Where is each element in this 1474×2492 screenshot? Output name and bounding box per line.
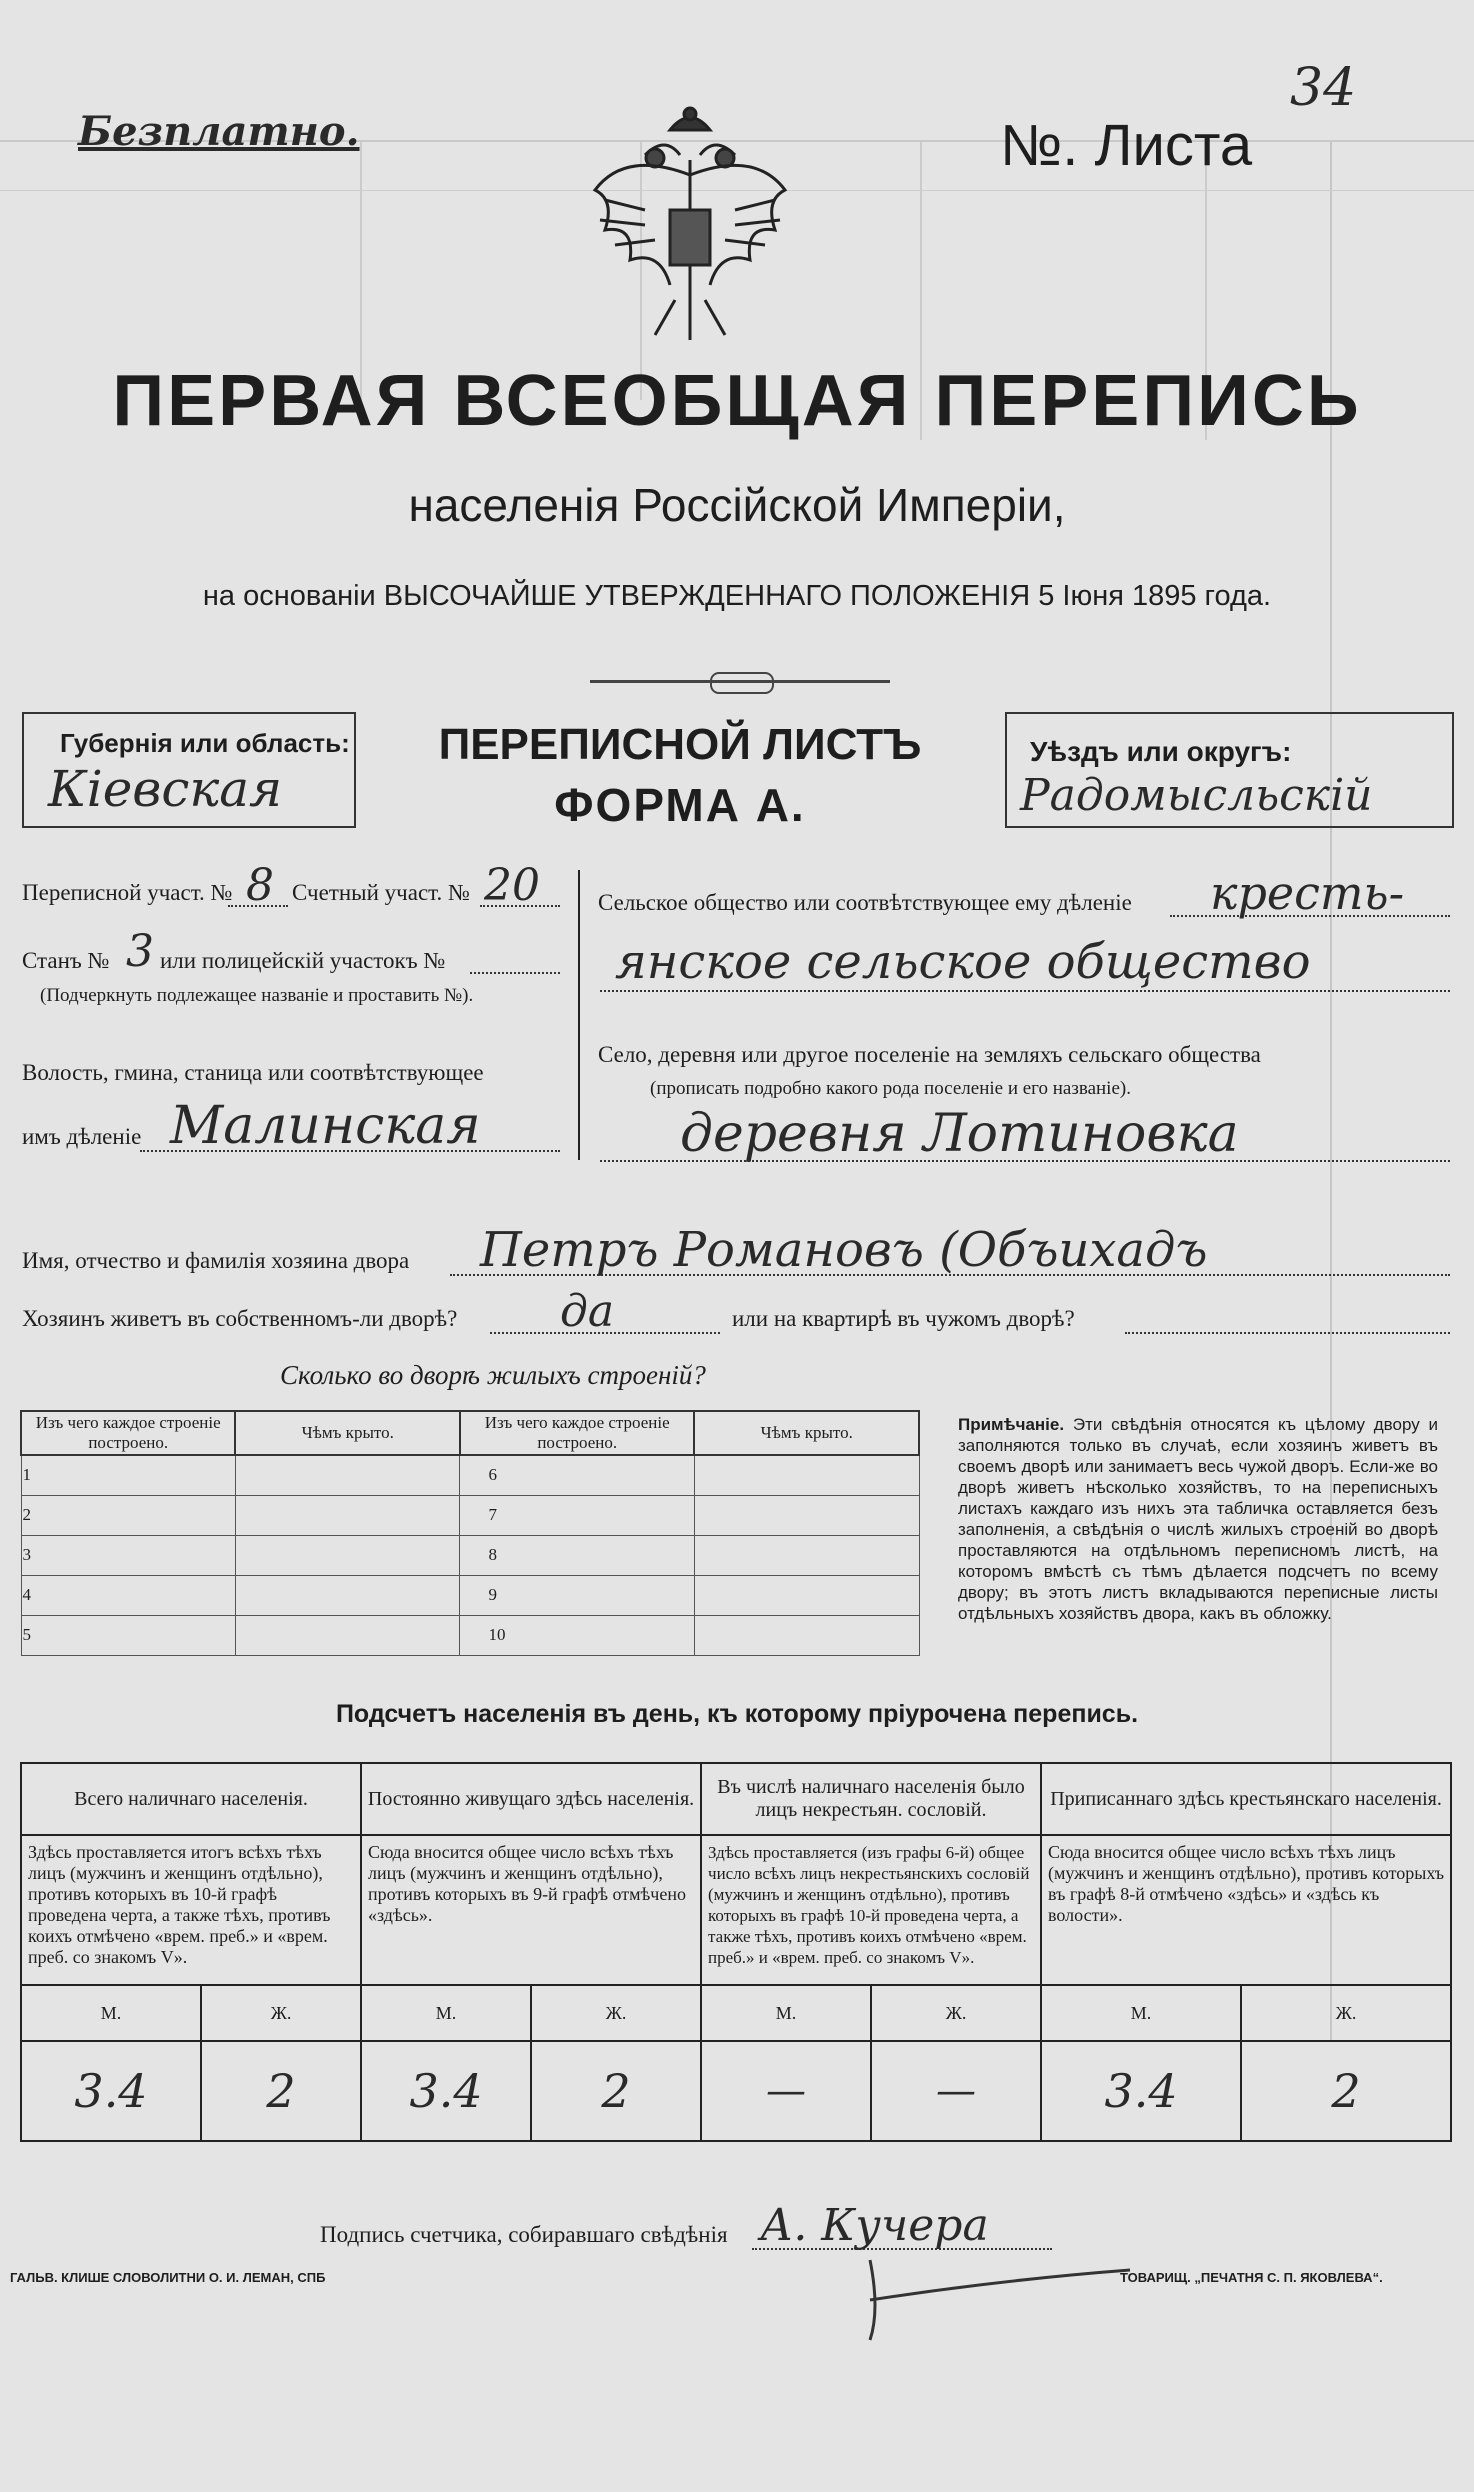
stan-label: Станъ № xyxy=(22,948,110,973)
basis-line: на основаніи ВЫСОЧАЙШЕ УТВЕРЖДЕННАГО ПОЛОЖЕНІЯ 5 Іюня 1895 года. xyxy=(202,580,1272,612)
material-header: Изъ чего каждое строеніе построено. xyxy=(460,1411,695,1455)
summary-male-value: 3.4 xyxy=(1041,2041,1241,2141)
female-header: Ж. xyxy=(1241,1985,1451,2041)
summary-female-value: — xyxy=(871,2041,1041,2141)
footer-right: ТОВАРИЩ. „ПЕЧАТНЯ С. П. ЯКОВЛЕВА“. xyxy=(1120,2270,1383,2285)
stan-value: 3 xyxy=(126,926,154,977)
signature-label: Подпись счетчика, собиравшаго свѣдѣнія xyxy=(320,2222,728,2247)
table-row: 3 xyxy=(21,1535,235,1575)
subtitle: населенія Россійской Имперіи, xyxy=(408,479,1066,531)
society-value-2: янское сельское общество xyxy=(615,934,1311,990)
table-row: 10 xyxy=(460,1615,695,1655)
female-header: Ж. xyxy=(531,1985,701,2041)
gubernia-label: Губернія или область: xyxy=(60,728,350,758)
female-header: Ж. xyxy=(871,1985,1041,2041)
coat-of-arms-icon xyxy=(585,100,795,350)
form-name: ФОРМА А. xyxy=(554,779,806,831)
roof-header: Чѣмъ крыто. xyxy=(694,1411,919,1455)
sheet-number-value: 34 xyxy=(1290,58,1357,118)
volost-label-2: имъ дѣленіе xyxy=(22,1124,142,1149)
table-row: 6 xyxy=(460,1455,695,1495)
roof-header: Чѣмъ крыто. xyxy=(235,1411,460,1455)
table-row: 2 xyxy=(21,1495,235,1535)
summary-header: Всего наличнаго населенія. xyxy=(21,1763,361,1835)
owner-name-label: Имя, отчество и фамилія хозяина двора xyxy=(22,1248,410,1273)
summary-male-value: 3.4 xyxy=(361,2041,531,2141)
summary-header: Приписаннаго здѣсь крестьянскаго населенія. xyxy=(1041,1763,1451,1835)
uezd-value: Радомысльскій xyxy=(1020,770,1373,821)
table-row: 8 xyxy=(460,1535,695,1575)
free-label: Безплатно. xyxy=(78,108,360,155)
society-value-1: кресть- xyxy=(1210,866,1405,920)
summary-male-value: — xyxy=(701,2041,871,2141)
summary-female-value: 2 xyxy=(531,2041,701,2141)
police-label: или полицейскій участокъ № xyxy=(160,948,446,973)
summary-desc: Здѣсь проставляется итогъ всѣхъ тѣхъ лицъ (мужчинъ и женщинъ отдѣльно), противъ которыхъ въ 10-й графѣ проведена черта, а также тѣхъ, противъ коихъ отмѣчено «врем. преб.» и «врем. преб. со знакомъ V». xyxy=(21,1835,361,1985)
male-header: М. xyxy=(21,1985,201,2041)
summary-table xyxy=(20,1762,1452,2142)
owner-name-value: Петръ Романовъ (Объихадъ xyxy=(480,1222,1208,1278)
form-title: ПЕРЕПИСНОЙ ЛИСТЪ xyxy=(438,720,922,769)
summary-title: Подсчетъ населенія въ день, къ которому пріурочена перепись. xyxy=(335,1700,1139,1728)
stan-note: (Подчеркнуть подлежащее названіе и проставить №). xyxy=(40,985,474,1006)
table-row: 5 xyxy=(21,1615,235,1655)
census-section-value: 8 xyxy=(246,860,274,911)
summary-desc: Здѣсь проставляется (изъ графы 6-й) общее число всѣхъ лицъ некрестьянскихъ сословій (мужчинъ и женщинъ отдѣльно), противъ которыхъ въ графѣ 10-й проведена черта, а также тѣхъ, противъ коихъ отмѣчено «врем. преб.» и «врем. преб. со знакомъ V». xyxy=(701,1835,1041,1985)
buildings-table xyxy=(20,1410,920,1656)
main-title: ПЕРВАЯ ВСЕОБЩАЯ ПЕРЕПИСЬ xyxy=(112,361,1362,441)
summary-desc: Сюда вносится общее число всѣхъ тѣхъ лицъ (мужчинъ и женщинъ отдѣльно), противъ которыхъ въ 9-й графѣ отмѣчено «здѣсь». xyxy=(361,1835,701,1985)
male-header: М. xyxy=(1041,1985,1241,2041)
table-row: 7 xyxy=(460,1495,695,1535)
own-yard-value: да xyxy=(560,1286,615,1337)
count-section-value: 20 xyxy=(484,860,540,911)
ornament-center xyxy=(710,672,774,694)
table-row: 9 xyxy=(460,1575,695,1615)
village-value: деревня Лотиновка xyxy=(680,1104,1239,1164)
material-header: Изъ чего каждое строеніе построено. xyxy=(21,1411,235,1455)
summary-female-value: 2 xyxy=(201,2041,361,2141)
male-header: М. xyxy=(361,1985,531,2041)
summary-desc: Сюда вносится общее число всѣхъ тѣхъ лицъ (мужчинъ и женщинъ отдѣльно), противъ которыхъ въ графѣ 8-й отмѣчено «здѣсь» и «здѣсь къ волости». xyxy=(1041,1835,1451,1985)
summary-female-value: 2 xyxy=(1241,2041,1451,2141)
note-text: Эти свѣдѣнія относятся къ цѣлому двору и заполняются только въ случаѣ, если хозяинъ живетъ въ своемъ дворѣ или занимаетъ весь чужой дворъ. Если-же во дворѣ живетъ нѣсколько хозяйствъ, то на переписныхъ листахъ каждаго изъ нихъ эта табличка оставляется безъ заполненія, а свѣдѣнія о числѣ жилыхъ строеній во дворѣ проставляются на отдѣльномъ переписномъ листѣ, на которомъ вмѣстѣ съ тѣмъ дѣлается подсчетъ по всему двору; въ этотъ листъ вкладываются переписные листы отдѣльныхъ хозяйствъ двора, какъ въ обложку. xyxy=(958,1415,1438,1623)
female-header: Ж. xyxy=(201,1985,361,2041)
census-section-label: Переписной участ. № xyxy=(22,880,233,905)
footer-left: ГАЛЬВ. КЛИШЕ СЛОВОЛИТНИ О. И. ЛЕМАН, СПБ xyxy=(10,2270,326,2285)
table-row: 1 xyxy=(21,1455,235,1495)
summary-header: Постоянно живущаго здѣсь населенія. xyxy=(361,1763,701,1835)
male-header: М. xyxy=(701,1985,871,2041)
society-label: Сельское общество или соотвѣтствующее ему дѣленіе xyxy=(598,890,1132,915)
note-title: Примѣчаніе. xyxy=(958,1415,1065,1434)
own-yard-label: Хозяинъ живетъ въ собственномъ-ли дворѣ? xyxy=(22,1306,458,1331)
table-row: 4 xyxy=(21,1575,235,1615)
other-yard-label: или на квартирѣ въ чужомъ дворѣ? xyxy=(732,1306,1075,1331)
signature-flourish-icon xyxy=(850,2240,1150,2350)
gubernia-value: Кіевская xyxy=(48,760,283,818)
count-section-label: Счетный участ. № xyxy=(292,880,470,905)
signature-value: А. Кучера xyxy=(760,2200,989,2251)
village-note: (прописать подробно какого рода поселеніе и его названіе). xyxy=(650,1078,1131,1099)
summary-header: Въ числѣ наличнаго населенія было лицъ некрестьян. сословій. xyxy=(701,1763,1041,1835)
uezd-label: Уѣздъ или округъ: xyxy=(1030,736,1292,767)
volost-value: Малинская xyxy=(170,1096,481,1156)
volost-label: Волость, гмина, станица или соотвѣтствующее xyxy=(22,1060,484,1085)
summary-male-value: 3.4 xyxy=(21,2041,201,2141)
buildings-question: Сколько во дворѣ жилыхъ строеній? xyxy=(280,1360,706,1390)
note-block xyxy=(958,1414,1438,1624)
village-label: Село, деревня или другое поселеніе на земляхъ сельскаго общества xyxy=(598,1042,1261,1067)
sheet-number-label: №. Листа xyxy=(1000,113,1253,178)
